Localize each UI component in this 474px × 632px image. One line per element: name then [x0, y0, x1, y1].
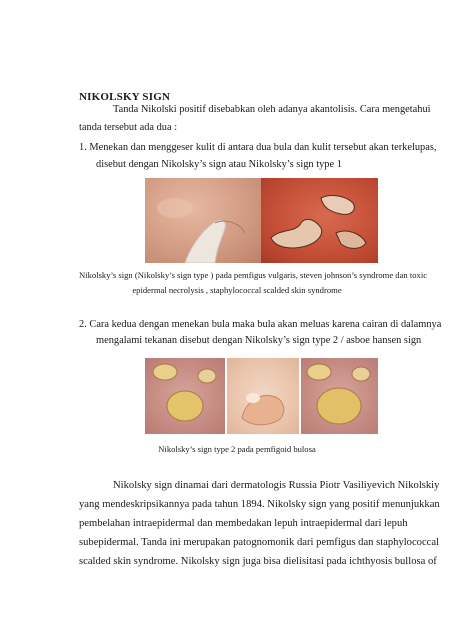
figure-1-caption-line-2: epidermal necrolysis , staphylococcal scalded skin syndrome — [132, 285, 342, 295]
gloved-finger-icon — [145, 178, 261, 263]
nikolsky-sign-type1-photo-2 — [261, 178, 378, 263]
body-line-4: subepidermal. Tanda ini merupakan patognomonik dari pemfigus dan staphylococcal — [79, 537, 440, 548]
enlarged-blister-icon — [301, 358, 378, 434]
intro-line-2: tanda tersebut ada dua : — [79, 122, 178, 133]
list-item-1-line-2: disebut dengan Nikolsky’s sign atau Nikolsky’s sign type 1 — [96, 159, 342, 170]
blister-icon — [145, 358, 225, 434]
figure-1-caption-line-1: Nikolsky’s sign (Nikolsky’s sign type ) pada pemfigus vulgaris, steven johnson’s syndrome dan toxic — [79, 270, 428, 280]
body-line-2: yang mendeskripsikannya pada tahun 1894. Nikolsky sign yang positif menunjukkan — [79, 499, 440, 510]
list-item-2-line-1: 2. Cara kedua dengan menekan bula maka bula akan meluas karena cairan di dalamnya — [79, 319, 442, 330]
intro-line-1: Tanda Nikolski positif disebabkan oleh adanya akantolisis. Cara mengetahui — [113, 104, 431, 115]
bullous-pemphigoid-photo-2 — [227, 358, 299, 434]
body-line-1: Nikolsky sign dinamai dari dermatologis Russia Piotr Vasiliyevich Nikolskiy — [113, 480, 440, 491]
body-line-5: scalded skin syndrome. Nikolsky sign juga bisa dielisitasi pada ichthyosis bullosa of — [79, 556, 437, 567]
peeling-skin-icon — [261, 178, 378, 263]
nikolsky-sign-type1-photo-1 — [145, 178, 261, 263]
body-line-3: pembelahan intraepidermal dan membedakan lepuh intraepidermal dari lepuh — [79, 518, 408, 529]
figure-2-caption: Nikolsky’s sign type 2 pada pemfigoid bulosa — [158, 444, 316, 454]
page-heading: NIKOLSKY SIGN — [79, 91, 171, 103]
list-item-1-line-1: 1. Menekan dan menggeser kulit di antara dua bula dan kulit tersebut akan terkelupas, — [79, 142, 437, 153]
list-item-2-line-2: mengalami tekanan disebut dengan Nikolsky’s sign type 2 / asboe hansen sign — [96, 335, 422, 346]
finger-press-icon — [227, 358, 299, 434]
bullous-pemphigoid-photo-3 — [301, 358, 378, 434]
bullous-pemphigoid-photo-1 — [145, 358, 225, 434]
